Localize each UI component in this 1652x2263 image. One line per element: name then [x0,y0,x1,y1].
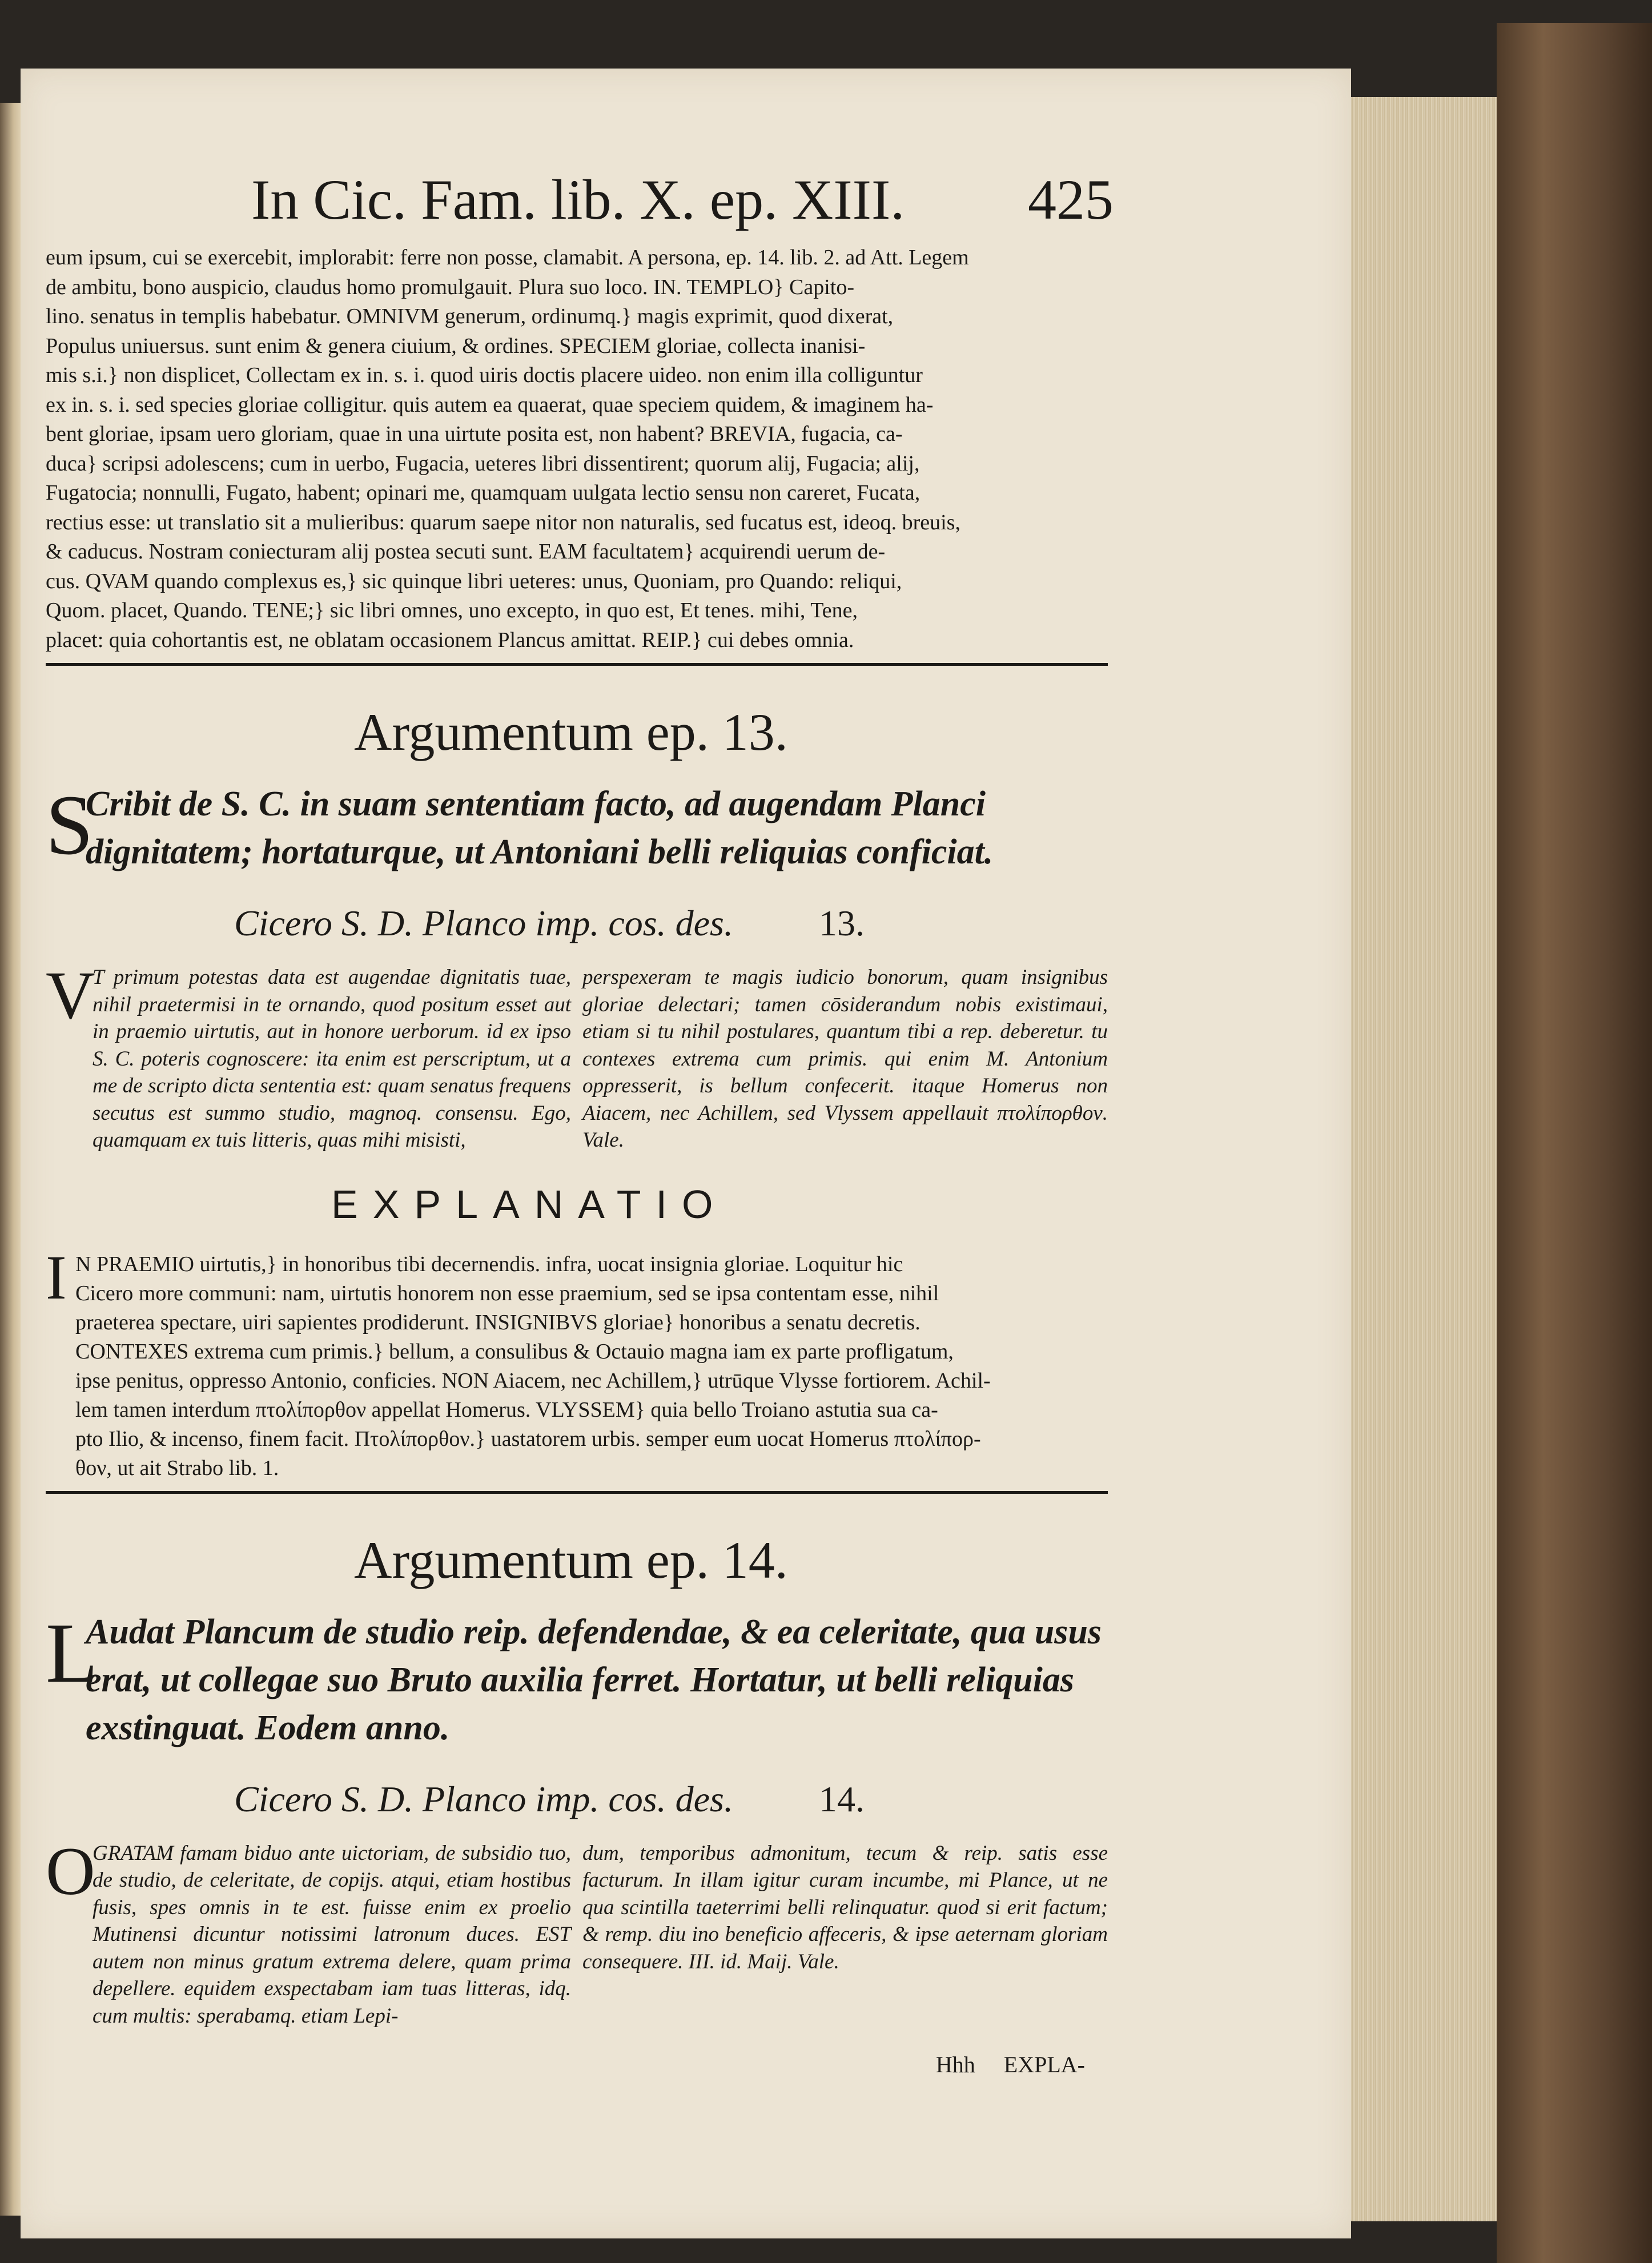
explanatio-line: N PRAEMIO uirtutis,} in honoribus tibi decernendis. infra, uocat insignia gloriae. Loquitur hic [75,1252,903,1276]
explanatio-line: ipse penitus, oppresso Antonio, conficies. NON Aiacem, nec Achillem,} utrūque Vlysse fortiorem. Achil- [75,1368,991,1393]
explanatio-line: θον, ut ait Strabo lib. 1. [75,1456,279,1480]
explanatio-line: lem tamen interdum πτολίπορθον appellat Homerus. VLYSSEM} quia bello Troiano astutia sua ca- [75,1397,938,1422]
letter-13-column-2 [582,964,1108,1154]
letter-13-col1-text: T primum potestas data est augendae dignitatis tuae, nihil praetermisi in te ornando, quod positum esset aut in praemio uirtutis, aut in honore uerborum. id ex ipso S. C. poteris cognoscere: ita enim est perscriptum, ut a me de scripto dicta sententia est: quam senatus frequens secutus est summo studio, magnoq. consensu. Ego, quamquam ex tuis litteris, quas mihi misisti, [93,966,571,1152]
commentary-line: eum ipsum, cui se exercebit, implorabit: ferre non posse, clamabit. A persona, ep. 14. lib. 2. ad Att. Legem [46,246,969,270]
letter-13-salutation [234,902,1108,944]
letter-14-salutation [234,1778,1108,1820]
argument-13-title: Argumentum ep. 13. [354,703,788,761]
explanatio-line: pto Ilio, & incenso, finem facit. Πτολίπορθον.} uastatorem urbis. semper eum uocat Homerus πτολίπορ- [75,1426,981,1451]
drop-cap: O [46,1832,95,1909]
page-content [46,168,1114,2078]
commentary-line: rectius esse: ut translatio sit a mulieribus: quarum saepe nitor non naturalis, sed fucatus est, ideoq. breuis, [46,510,960,534]
argument-13-text-block [46,780,1108,876]
commentary-line: lino. senatus in templis habebatur. OMNIVM generum, ordinumq.} magis exprimit, quod dixerat, [46,304,894,328]
letter-13-body [46,957,1108,1154]
explanatio-line: CONTEXES extrema cum primis.} bellum, a consulibus & Octauio magna iam ex parte profligatum, [75,1339,954,1364]
commentary-line: duca} scripsi adolescens; cum in uerbo, Fugacia, ueteres libri dissentirent; quorum alij, Fugacia; alij, [46,451,920,476]
running-head-title: In Cic. Fam. lib. X. ep. XIII. [251,168,905,231]
book-cover [1497,23,1652,2263]
argument-14-text: Audat Plancum de studio reip. defendendae, & ea celeritate, qua usus erat, ut collegae suo Bruto auxilia ferret. Hortatur, ut belli reliquias exstinguat. Eodem anno. [86,1612,1102,1747]
letter-number: 13. [818,903,865,943]
commentary-line: ex in. s. i. sed species gloriae colligitur. quis autem ea quaerat, quae speciem quidem, & imaginem ha- [46,392,934,417]
commentary-line: bent gloriae, ipsam uero gloriam, quae in una uirtute posita est, non habent? BREVIA, fugacia, ca- [46,422,903,446]
letter-13-col2-text: perspexeram te magis iudicio bonorum, quam insignibus gloriae delectari; tamen cōsiderandum nobis existimaui, etiam si tu nihil postulares, quantum tibi a rep. deberetur. tu contexes extrema cum primis. qui enim M. Antonium oppresserit, is bellum confecerit. itaque Homerus non Aiacem, nec Achillem, sed Vlyssem appellauit πτολίπορθον. Vale. [582,966,1108,1152]
commentary-line: Populus uniuersus. sunt enim & genera ciuium, & ordines. SPECIEM gloriae, collecta inanisi- [46,333,866,358]
salutation-text: Cicero S. D. Planco imp. cos. des. [234,903,733,943]
running-head [251,168,1114,231]
letter-number: 14. [818,1778,865,1819]
explanatio-block [46,1242,1108,1483]
section-rule [46,663,1108,666]
drop-cap: V [46,957,95,1033]
explanatio-line: praeterea spectare, uiri sapientes prodiderunt. INSIGNIBVS gloriae} honoribus a senatu decretis. [75,1310,921,1335]
letter-13-column-1 [46,957,571,1154]
section-rule [46,1491,1108,1494]
commentary-line: & caducus. Nostram coniecturam alij postea secuti sunt. EAM facultatem} acquirendi uerum de- [46,540,886,564]
explanatio-heading: EXPLANATIO [331,1181,728,1227]
commentary-line: Quom. placet, Quando. TENE;} sic libri omnes, uno excepto, in quo est, Et tenes. mihi, Tene, [46,598,858,622]
explanatio-line: Cicero more communi: nam, uirtutis honorem non esse praemium, sed se ipsa contentam esse, nihil [75,1281,939,1305]
commentary-line: Fugatocia; nonnulli, Fugato, habent; opinari me, quamquam uulgata lectio sensu non careret, Fucata, [46,481,921,505]
catchword: EXPLA- [1003,2052,1085,2077]
letter-14-body [46,1832,1108,2030]
argument-13-text: Cribit de S. C. in suam sententiam facto, ad augendam Planci dignitatem; hortaturque, ut Antoniani belli reliquias conficiat. [86,785,994,871]
letter-14-col1-text: GRATAM famam biduo ante uictoriam, de subsidio tuo, de studio, de celeritate, de copijs. atqui, etiam hostibus fusis, spes omnis in te est. fuisse enim ex proelio Mutinensi dicuntur notissimi latronum duces. EST autem non minus gratum extrema delere, quam prima depellere. equidem exspectabam iam tuas litteras, idq. cum multis: sperabamq. etiam Lepi- [93,1841,571,2028]
drop-cap: S [46,778,94,873]
commentary-line: mis s.i.} non displicet, Collectam ex in. s. i. quod uiris doctis placere uideo. non enim illa colliguntur [46,363,923,387]
salutation-text: Cicero S. D. Planco imp. cos. des. [234,1778,733,1819]
letter-14-column-2 [582,1840,1108,2030]
commentary-line: de ambitu, bono auspicio, claudus homo promulgauit. Plura suo loco. IN. TEMPLO} Capito- [46,275,854,299]
drop-cap: L [46,1605,98,1701]
folio-number: 425 [1028,168,1114,231]
letter-14-col2-text: dum, temporibus admonitum, tecum & reip. satis esse facturum. In illam igitur curam incumbe, mi Plance, ut ne qua scintilla taeterrimi belli relinquatur. quod si erit factum; & remp. diu ino beneficio affeceris, & ipse aeternam gloriam consequere. III. id. Maij. Vale. [582,1841,1108,1973]
page-footer [46,2051,1108,2078]
page-block-edges [1351,97,1497,2221]
left-page-edge [0,103,23,2216]
commentary-line: cus. QVAM quando complexus es,} sic quinque libri ueteres: unus, Quoniam, pro Quando: reliqui, [46,569,902,593]
argument-14-title: Argumentum ep. 14. [354,1530,788,1589]
commentary-block [46,243,1108,655]
letter-14-column-1 [46,1832,571,2030]
signature-mark: Hhh [935,2052,975,2077]
commentary-line: placet: quia cohortantis est, ne oblatam occasionem Plancus amittat. REIP.} cui debes omnia. [46,628,854,652]
drop-cap: I [46,1242,67,1312]
argument-14-text-block [46,1605,1108,1752]
